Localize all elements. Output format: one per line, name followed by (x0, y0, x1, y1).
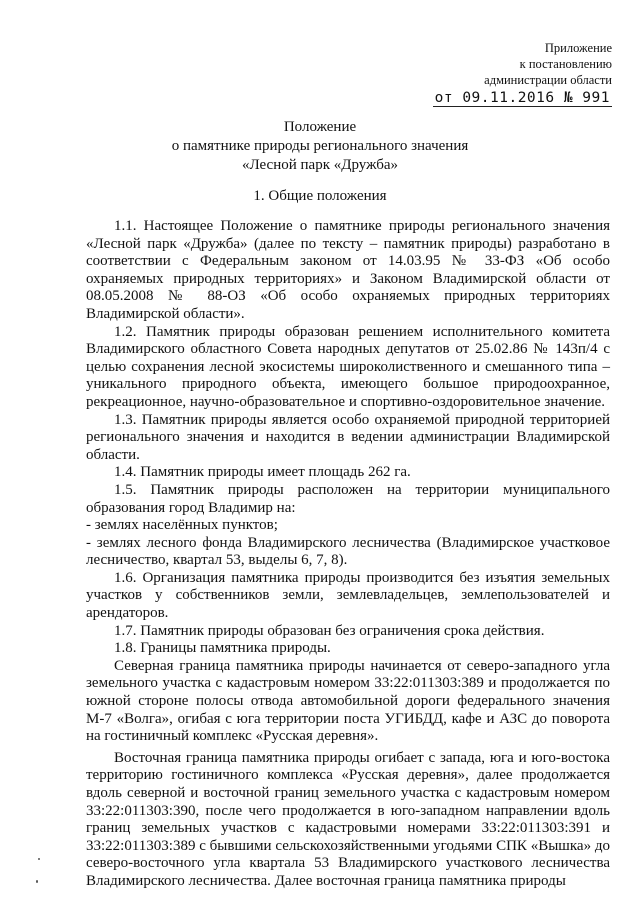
list-item-forest-lands: - землях лесного фонда Владимирского лесничества (Владимирское участковое лесничество, квартал 53, выделы 6, 7, 8). (86, 534, 610, 569)
approval-header (382, 40, 612, 107)
paragraph-1-1: 1.1. Настоящее Положение о памятнике природы регионального значения «Лесной парк «Дружба» (далее по тексту – памятник природы) разработано в соответствии с Федеральным законом от 14.03.95 № 33-ФЗ «Об особо охраняемых природных территориях» и Законом Владимирской области от 08.05.2008 № 88-ОЗ «Об особо охраняемых природных территориях Владимирской области». (86, 218, 610, 322)
list-item-settlements: - землях населённых пунктов; (86, 517, 278, 534)
title-line-2: о памятнике природы регионального значения (171, 138, 469, 154)
section-heading: 1. Общие положения (253, 188, 387, 204)
paragraph-1-7: 1.7. Памятник природы образован без ограничения срока действия. (114, 622, 545, 639)
paragraph-1-4: 1.4. Памятник природы имеет площадь 262 га. (114, 464, 411, 481)
document-title (0, 118, 640, 175)
paragraph-1-6: 1.6. Организация памятника природы производится без изъятия земельных участков у собственников земли, землевладельцев, землепользователей и арендаторов. (86, 569, 610, 622)
document-body (86, 218, 610, 891)
title-line-1: Положение (283, 119, 357, 135)
paragraph-1-5: 1.5. Памятник природы расположен на территории муниципального образования город Владимир на: (86, 481, 610, 516)
header-administration: администрации области (484, 73, 612, 87)
date-number-stamp: от 09.11.2016 № 991 (434, 90, 610, 106)
scan-speck (38, 858, 40, 860)
title-line-3: «Лесной парк «Дружба» (241, 157, 399, 173)
scan-speck (36, 880, 38, 883)
header-appendix: Приложение (544, 41, 612, 55)
paragraph-1-2: 1.2. Памятник природы образован решением исполнительного комитета Владимирского областного Совета народных депутатов от 25.02.86 № 143п/4 с целью сохранения лесной экосистемы широколиственного и смешанного типа – уникального природного объекта, имеющего большое природоохранное, рекреационное, научно-образовательное и спортивно-оздоровительное значение. (86, 323, 610, 410)
header-resolution: к постановлению (519, 57, 612, 71)
paragraph-1-8: 1.8. Границы памятника природы. (114, 640, 331, 657)
eastern-boundary-paragraph: Восточная граница памятника природы огибает с запада, юга и юго-востока территорию гостиничного комплекса «Русская деревня», далее продолжается вдоль северной и восточной границ земельного участка с кадастровым номером 33:22:011303:390, после чего продолжается в юго-западном направлении вдоль границ земельных участков с кадастровыми номерами 33:22:011303:391 и 33:22:011303:389 с бывшими сельскохозяйственными угодьями СПК «Вышка» до северо-восточного угла квартала 53 Владимирского участкового лесничества Владимирского лесничества. Далее восточная граница памятника природы (86, 749, 610, 889)
paragraph-1-3: 1.3. Памятник природы является особо охраняемой природной территорией регионального значения и находится в ведении администрации Владимирской области. (86, 411, 610, 463)
northern-boundary-paragraph: Северная граница памятника природы начинается от северо-западного угла земельного участка с кадастровым номером 33:22:011303:389 и продолжается по южной стороне полосы отвода автомобильной дороги федерального значения М-7 «Волга», огибая с юга территории поста УГИБДД, кафе и АЗС до поворота на гостиничный комплекс «Русская деревня». (86, 657, 610, 745)
